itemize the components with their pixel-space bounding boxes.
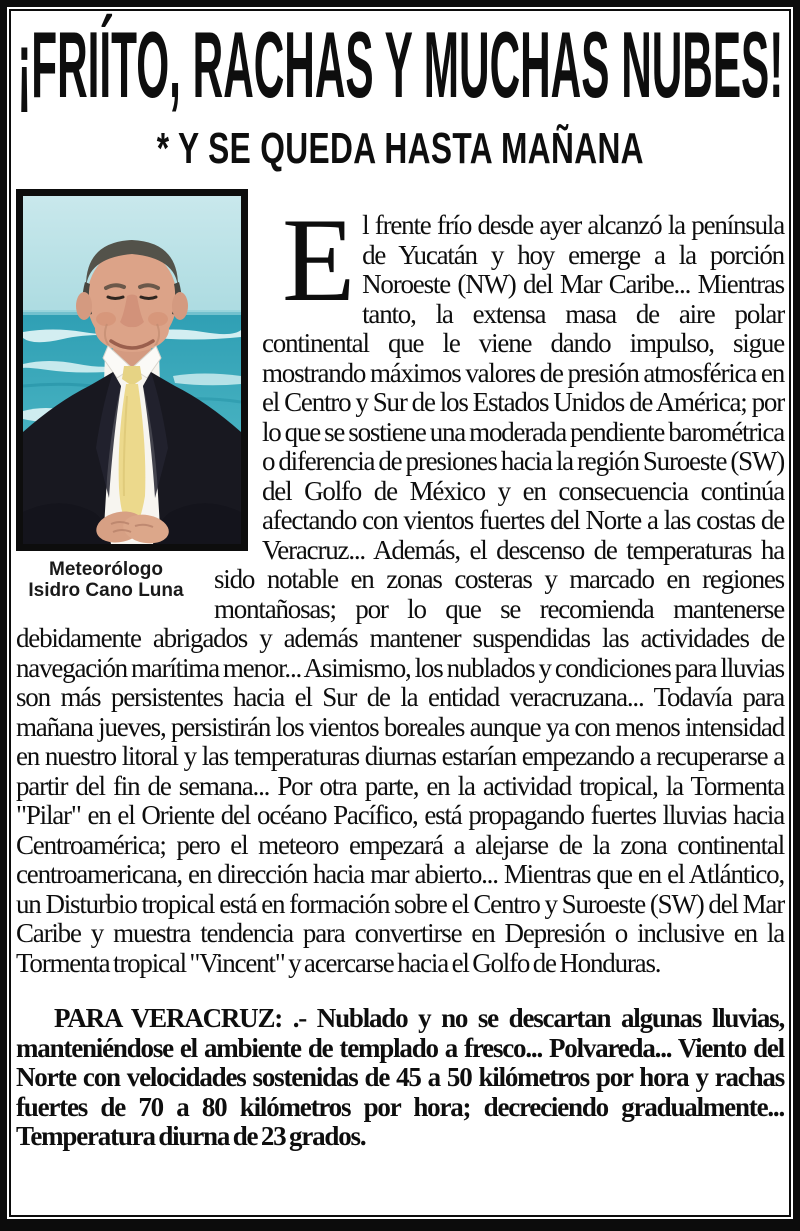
photo-caption-line1: Meteorólogo [49, 559, 163, 580]
inner-frame [9, 9, 791, 1217]
lead-paragraph-text: l frente frío desde ayer alcanzó la península de Yucatán y hoy emerge a la porción Noroeste (NW) del Mar Caribe... Mientras tanto, la extensa masa de aire polar continental que le viene dando impulso, sigue mostrando máximos valores de presión atmosférica en el Centro y Sur de los Estados Unidos de América; por lo que se sostiene una moderada pendiente barométrica o diferencia de presiones hacia la región Suroeste (SW) del Golfo de México y en consecuencia continúa afectando con vientos fuertes del Norte a las costas de Veracruz... Además, el descenso de temperaturas ha sido notable en zonas costeras y marcado en regiones montañosas; por lo que se recomienda mantenerse debidamente abrigados y además mantener suspendidas las actividades de navegación marítima menor... Asimismo, los nublados y condiciones para lluvias son más persistentes hacia el Sur de la entidad veracruzana... Todavía para mañana jueves, persistirán los vientos boreales aunque ya con menos intensidad en nuestro litoral y las temperaturas diurnas estarían empezando a recuperarse a partir del fin de semana... Por otra parte, en la actividad tropical, la Tormenta "Pilar" en el Oriente del océano Pacífico, está propagando fuertes lluvias hacia Centroamérica; pero el meteoro empezará a alejarse de la zona continental centroamericana, en dirección hacia mar abierto... Mientras que en el Atlántico, un Disturbio tropical está en formación sobre el Centro y Suroeste (SW) del Mar Caribe y muestra tendencia para convertirse en Depresión o inclusive en la Tormenta tropical "Vincent" y acercarse hacia el Golfo de Honduras. [16, 210, 784, 978]
photo-caption-line2: Isidro Cano Luna [28, 580, 184, 601]
dropcap: E [282, 193, 355, 326]
portrait-photo [16, 189, 248, 551]
subheadline-text: * Y SE QUEDA HASTA MAÑANA [156, 124, 644, 173]
article-body [16, 189, 784, 1152]
photo-caption [16, 559, 196, 601]
headline-text: ¡FRIÍTO, RACHAS Y MUCHAS NUBES! [16, 12, 784, 117]
subheadline [16, 124, 784, 173]
headline [16, 12, 784, 117]
forecast-paragraph: PARA VERACRUZ: .- Nublado y no se descartan algunas lluvias, manteniéndose el ambiente de templado a fresco... Polvareda... Viento del Norte con velocidades sostenidas de 45 a 50 kilómetros por hora y rachas fuertes de 70 a 80 kilómetros por hora; decreciendo gradualmente... Temperatura diurna de 23 grados. [16, 1003, 784, 1151]
portrait-figure [16, 189, 262, 621]
portrait-photo-illustration [23, 196, 241, 544]
